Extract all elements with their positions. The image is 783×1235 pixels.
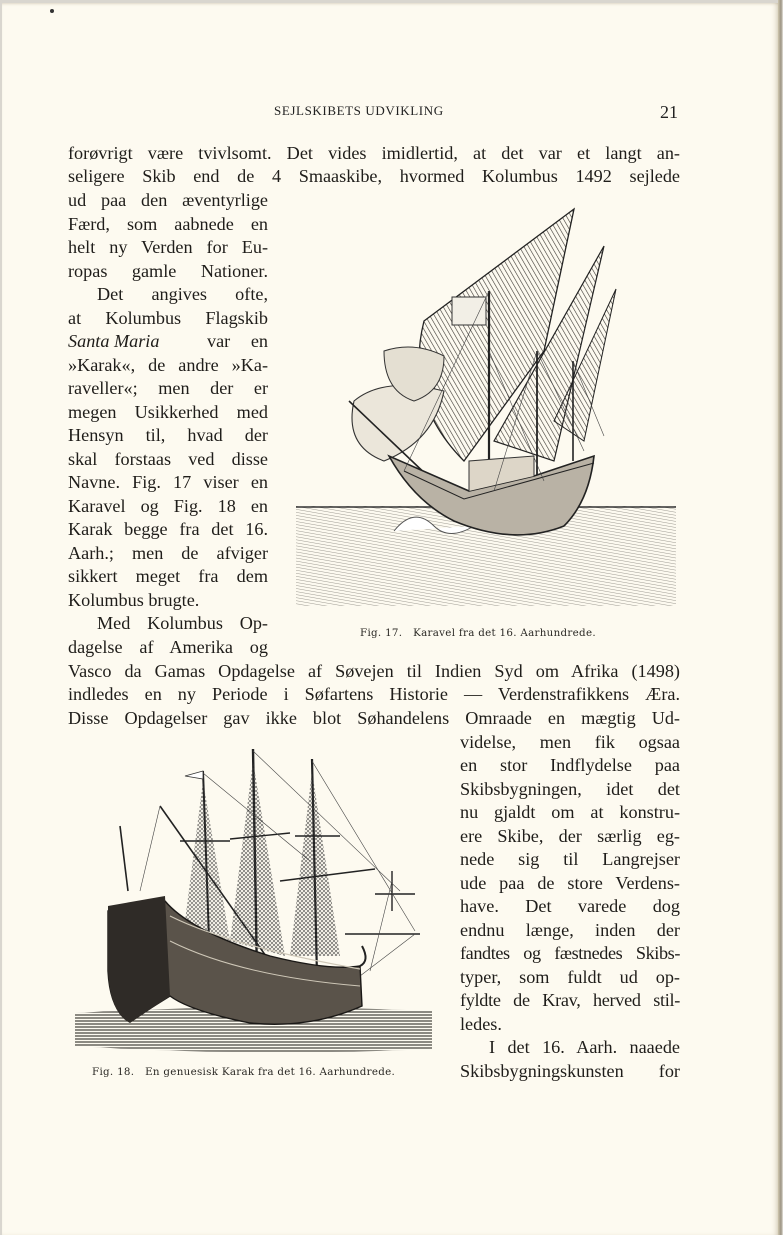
text-line: Aarh.; men de afviger <box>68 543 268 563</box>
page-edge <box>778 0 783 1235</box>
text-line: nede sig til Langrejser <box>460 849 680 869</box>
text-line: en stor Indflydelse paa <box>460 755 680 775</box>
text-line: nu gjaldt om at konstru- <box>460 802 680 822</box>
text-line: Skibsbygningen, idet det <box>460 779 680 799</box>
text-line: Vasco da Gamas Opdagelse af Søvejen til Indien Syd om Afrika (1498) <box>68 661 680 681</box>
figure-17-caption <box>360 627 596 639</box>
page-number: 21 <box>660 102 678 122</box>
running-title: SEJLSKIBETS UDVIKLING <box>274 103 444 118</box>
speck-mark <box>50 9 54 13</box>
text-line: »Karak«, de andre »Ka- <box>68 355 268 375</box>
figure-18-carrack <box>70 741 438 1057</box>
text-line: ropas gamle Nationer. <box>68 261 268 281</box>
text-line: dagelse af Amerika og <box>68 637 268 657</box>
text-line: Med Kolumbus Op- <box>97 613 268 633</box>
text-line: indledes en ny Periode i Søfartens Historie — Verdenstrafikkens Æra. <box>68 684 680 704</box>
text-line: ere Skibe, der særlig eg- <box>460 826 680 846</box>
text-line: endnu længe, inden der <box>460 920 680 940</box>
text-line: Kolumbus brugte. <box>68 590 200 610</box>
text-line: megen Usikkerhed med <box>68 402 268 422</box>
text-line: Karavel og Fig. 18 en <box>68 496 268 516</box>
figure-17-number: Fig. 17. <box>360 627 403 639</box>
text-line: Hensyn til, hvad der <box>68 425 268 445</box>
carrack-illustration <box>70 741 438 1057</box>
book-page <box>2 3 778 1235</box>
figure-18-caption <box>92 1066 395 1078</box>
text-line: typer, som fuldt ud op- <box>460 967 680 987</box>
text-line: Navne. Fig. 17 viser en <box>68 472 268 492</box>
text-line: raveller«; men der er <box>68 378 268 398</box>
text-line: Skibsbygningskunsten for <box>460 1061 680 1081</box>
text-line: have. Det varede dog <box>460 896 680 916</box>
text-line: helt ny Verden for Eu- <box>68 237 268 257</box>
figure-18-text: En genuesisk Karak fra det 16. Aarhundrede. <box>145 1066 396 1078</box>
text-line: fyldte de Krav, herved stil- <box>460 990 680 1010</box>
text-line: seligere Skib end de 4 Smaaskibe, hvormed Kolumbus 1492 sejlede <box>68 166 680 186</box>
figure-18-number: Fig. 18. <box>92 1066 135 1078</box>
text-line: I det 16. Aarh. naaede <box>489 1037 680 1057</box>
text-line: videlse, men fik ogsaa <box>460 732 680 752</box>
text-line: var en <box>207 331 268 351</box>
ship-name-santa-maria: Santa Maria <box>68 331 160 351</box>
text-line: Det angives ofte, <box>97 284 268 304</box>
caravel-illustration <box>294 201 684 613</box>
text-line: sikkert meget fra dem <box>68 566 268 586</box>
text-line: ud paa den æventyrlige <box>68 190 268 210</box>
text-line: at Kolumbus Flagskib <box>68 308 268 328</box>
text-line: ude paa de store Verdens- <box>460 873 680 893</box>
text-line: skal forstaas ved disse <box>68 449 268 469</box>
text-line: forøvrigt være tvivlsomt. Det vides imidlertid, at det var et langt an- <box>68 143 680 163</box>
figure-17-caravel <box>294 201 684 613</box>
text-line: Disse Opdagelser gav ikke blot Søhandelens Omraade en mægtig Ud- <box>68 708 680 728</box>
text-line: Karak begge fra det 16. <box>68 519 268 539</box>
text-line: ledes. <box>460 1014 502 1034</box>
figure-17-text: Karavel fra det 16. Aarhundrede. <box>413 627 596 639</box>
text-line: fandtes og fæstnedes Skibs- <box>460 943 680 963</box>
text-line: Færd, som aabnede en <box>68 214 268 234</box>
